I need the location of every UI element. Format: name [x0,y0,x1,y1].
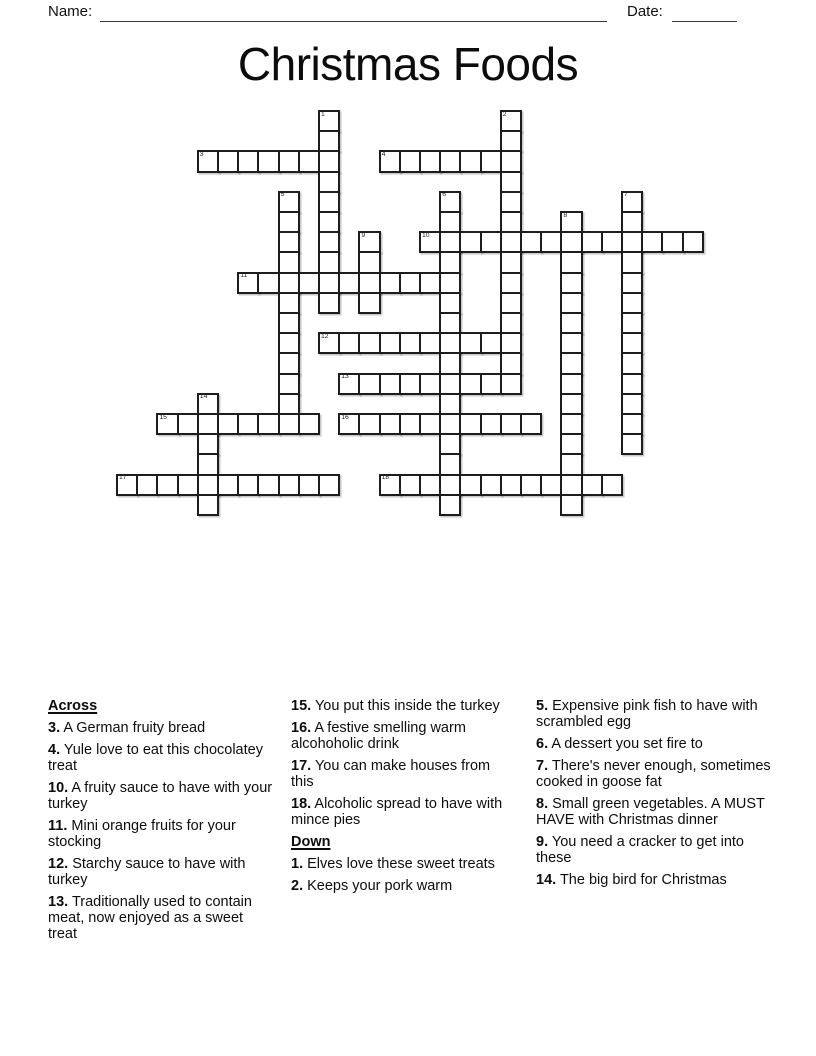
grid-cell[interactable] [177,413,199,435]
grid-cell[interactable] [197,494,219,516]
grid-cell[interactable] [197,453,219,475]
grid-cell[interactable] [661,231,683,253]
clue-item: 14. The big bird for Christmas [536,872,727,888]
grid-cell[interactable] [500,352,522,374]
grid-cell[interactable] [601,474,623,496]
clue-number: 9. [536,834,549,850]
grid-cell[interactable] [560,474,582,496]
grid-cell[interactable] [318,171,340,193]
grid-cell[interactable] [379,474,401,496]
grid-cell[interactable] [439,272,461,294]
clue-number: 14. [536,872,557,888]
clue-item: 4. Yule love to eat this chocolatey treat [48,742,263,774]
clue-item: 12. Starchy sauce to have with turkey [48,856,246,888]
grid-cell[interactable] [500,150,522,172]
grid-cell[interactable] [318,211,340,233]
grid-cell[interactable] [197,433,219,455]
grid-cell[interactable] [500,130,522,152]
grid-cell[interactable] [520,231,542,253]
grid-cell[interactable] [237,413,259,435]
grid-cell[interactable] [136,474,158,496]
grid-cell[interactable] [399,373,421,395]
grid-cell[interactable] [500,191,522,213]
grid-cell[interactable] [459,231,481,253]
grid-cell[interactable] [439,191,461,213]
grid-cell[interactable] [560,352,582,374]
grid-cell[interactable] [641,231,663,253]
grid-cell[interactable] [500,211,522,233]
grid-cell[interactable] [358,292,380,314]
clue-item: 9. You need a cracker to get into these [536,834,744,866]
grid-cell[interactable] [419,413,441,435]
grid-cell[interactable] [358,251,380,273]
grid-cell[interactable] [379,413,401,435]
date-label: Date: [627,3,663,20]
grid-cell[interactable] [480,373,502,395]
grid-cell-number: 13 [341,373,349,381]
grid-cell[interactable] [560,211,582,233]
grid-cell[interactable] [439,150,461,172]
grid-cell-number: 5 [280,191,285,199]
grid-cell-number: 10 [422,231,430,239]
grid-cell[interactable] [621,211,643,233]
grid-cell[interactable] [257,474,279,496]
grid-cell[interactable] [177,474,199,496]
grid-cell[interactable] [500,413,522,435]
clues-section-header: Down [291,834,331,850]
grid-cell[interactable] [439,373,461,395]
grid-cell[interactable] [419,332,441,354]
grid-cell[interactable] [560,292,582,314]
grid-cell[interactable] [621,231,643,253]
grid-cell[interactable] [500,231,522,253]
grid-cell[interactable] [298,272,320,294]
grid-cell[interactable] [278,272,300,294]
grid-cell-number: 9 [361,231,366,239]
grid-cell[interactable] [257,150,279,172]
grid-cell[interactable] [278,211,300,233]
grid-cell[interactable] [338,272,360,294]
grid-cell[interactable] [439,494,461,516]
grid-cell-number: 1 [321,110,325,118]
grid-cell[interactable] [399,474,421,496]
grid-cell[interactable] [500,171,522,193]
clues-column-3 [536,698,772,894]
grid-cell[interactable] [116,474,138,496]
grid-cell[interactable] [338,332,360,354]
grid-cell-number: 14 [199,393,208,401]
grid-cell[interactable] [520,413,542,435]
grid-cell[interactable] [278,191,300,213]
clue-number: 16. [291,720,312,736]
grid-cell[interactable] [237,150,259,172]
grid-cell-number: 7 [624,191,628,199]
clue-item: 6. A dessert you set fire to [536,736,703,752]
grid-cell[interactable] [581,474,603,496]
clue-number: 10. [48,780,69,796]
grid-cell[interactable] [156,413,178,435]
clue-item: 10. A fruity sauce to have with your turkey [48,780,273,812]
clue-item: 3. A German fruity bread [48,720,206,736]
clue-number: 3. [48,720,61,736]
clue-number: 4. [48,742,61,758]
grid-cell[interactable] [560,494,582,516]
grid-cell[interactable] [560,231,582,253]
grid-cell[interactable] [399,332,421,354]
grid-cell[interactable] [298,150,320,172]
grid-cell[interactable] [500,312,522,334]
grid-cell[interactable] [237,474,259,496]
grid-cell-number: 12 [321,332,329,340]
grid-cell[interactable] [540,231,562,253]
grid-cell[interactable] [278,474,300,496]
date-blank-line[interactable] [672,4,737,22]
grid-cell[interactable] [500,251,522,273]
grid-cell[interactable] [419,272,441,294]
clues-section-header: Across [48,698,98,714]
grid-cell[interactable] [480,231,502,253]
grid-cell[interactable] [278,292,300,314]
grid-cell[interactable] [318,474,340,496]
grid-cell-number: 6 [442,191,446,199]
grid-cell-number: 8 [563,211,568,219]
grid-cell[interactable] [500,272,522,294]
grid-cell-number: 16 [341,413,349,421]
grid-cell[interactable] [318,272,340,294]
grid-cell[interactable] [197,393,219,415]
grid-cell[interactable] [621,332,643,354]
grid-cell[interactable] [621,413,643,435]
grid-cell[interactable] [439,352,461,374]
grid-cell[interactable] [439,393,461,415]
grid-cell[interactable] [358,332,380,354]
clue-item: 18. Alcoholic spread to have with mince pies [291,796,503,828]
grid-cell[interactable] [560,453,582,475]
grid-cell[interactable] [278,393,300,415]
clue-number: 2. [291,878,304,894]
grid-cell[interactable] [399,413,421,435]
grid-cell[interactable] [500,332,522,354]
grid-cell[interactable] [318,231,340,253]
grid-cell-number: 11 [240,272,248,280]
clue-item: 5. Expensive pink fish to have with scrambled egg [536,698,758,730]
grid-cell[interactable] [500,110,522,132]
grid-cell[interactable] [560,251,582,273]
crossword-grid [116,110,706,518]
grid-cell-number: 4 [381,150,386,158]
clue-item: 2. Keeps your pork warm [291,878,453,894]
grid-cell[interactable] [399,272,421,294]
grid-cell[interactable] [217,474,239,496]
grid-cell[interactable] [338,413,360,435]
grid-cell[interactable] [379,150,401,172]
clue-number: 7. [536,758,549,774]
clue-number: 18. [291,796,312,812]
clue-item: 11. Mini orange fruits for your stocking [48,818,236,850]
grid-cell[interactable] [358,231,380,253]
grid-cell[interactable] [560,413,582,435]
grid-cell[interactable] [500,373,522,395]
worksheet-title: Christmas Foods [237,38,579,90]
grid-cell[interactable] [278,150,300,172]
grid-cell[interactable] [621,393,643,415]
clue-item: 16. A festive smelling warm alcohoholic drink [291,720,466,752]
grid-cell[interactable] [379,373,401,395]
grid-cell[interactable] [459,332,481,354]
clue-number: 5. [536,698,549,714]
grid-cell[interactable] [439,231,461,253]
grid-cell[interactable] [156,474,178,496]
clue-item: 1. Elves love these sweet treats [291,856,495,872]
grid-cell[interactable] [459,474,481,496]
grid-cell[interactable] [278,332,300,354]
grid-cell[interactable] [257,413,279,435]
clue-number: 12. [48,856,69,872]
grid-cell[interactable] [480,332,502,354]
grid-cell[interactable] [621,272,643,294]
grid-cell[interactable] [439,413,461,435]
grid-cell[interactable] [439,332,461,354]
grid-cell[interactable] [480,150,502,172]
clue-item: 17. You can make houses from this [291,758,491,790]
grid-cell[interactable] [419,231,441,253]
grid-cell[interactable] [439,474,461,496]
clue-number: 11. [48,818,68,834]
grid-cell[interactable] [399,150,421,172]
grid-cell[interactable] [439,453,461,475]
grid-cell[interactable] [520,474,542,496]
grid-cell[interactable] [318,110,340,132]
grid-cell[interactable] [318,191,340,213]
grid-cell[interactable] [379,332,401,354]
name-blank-line[interactable] [100,4,607,22]
grid-cell[interactable] [318,292,340,314]
grid-cell[interactable] [358,272,380,294]
grid-cell[interactable] [439,292,461,314]
clue-number: 13. [48,894,69,910]
grid-cell[interactable] [278,413,300,435]
clue-number: 1. [291,856,304,872]
grid-cell[interactable] [298,413,320,435]
grid-cell[interactable] [682,231,704,253]
grid-cell[interactable] [560,393,582,415]
clues-column-1 [48,698,274,948]
grid-cell[interactable] [621,191,643,213]
grid-cell[interactable] [278,231,300,253]
grid-cell[interactable] [318,251,340,273]
grid-cell[interactable] [581,231,603,253]
grid-cell[interactable] [621,251,643,273]
grid-cell-number: 15 [159,413,167,421]
grid-cell[interactable] [278,312,300,334]
grid-cell[interactable] [439,211,461,233]
grid-cell[interactable] [358,413,380,435]
grid-cell[interactable] [560,373,582,395]
grid-cell-number: 18 [381,474,390,482]
grid-cell[interactable] [419,474,441,496]
grid-cell-number: 17 [119,474,127,482]
grid-cell[interactable] [560,312,582,334]
grid-cell[interactable] [500,474,522,496]
grid-cell[interactable] [439,251,461,273]
grid-cell[interactable] [459,413,481,435]
grid-cell[interactable] [318,150,340,172]
grid-cell[interactable] [197,413,219,435]
grid-cell[interactable] [560,433,582,455]
clue-item: 7. There's never enough, sometimes cooked in goose fat [536,758,771,790]
grid-cell[interactable] [338,373,360,395]
grid-cell-number: 2 [502,110,507,118]
grid-cell[interactable] [459,150,481,172]
grid-cell[interactable] [237,272,259,294]
grid-cell-number: 3 [199,150,204,158]
grid-cell[interactable] [601,231,623,253]
grid-cell[interactable] [621,352,643,374]
clue-number: 15. [291,698,312,714]
grid-cell[interactable] [480,474,502,496]
grid-cell[interactable] [540,474,562,496]
grid-cell[interactable] [197,474,219,496]
grid-cell[interactable] [621,433,643,455]
grid-cell[interactable] [419,150,441,172]
clues-column-2 [291,698,504,900]
grid-cell[interactable] [459,373,481,395]
grid-cell[interactable] [217,150,239,172]
grid-cell[interactable] [358,373,380,395]
clue-item: 13. Traditionally used to contain meat, now enjoyed as a sweet treat [48,894,252,942]
name-label: Name: [48,3,93,20]
grid-cell[interactable] [197,150,219,172]
clue-number: 8. [536,796,549,812]
clue-number: 6. [536,736,549,752]
clue-number: 17. [291,758,312,774]
grid-cell[interactable] [217,413,239,435]
clue-item: 8. Small green vegetables. A MUST HAVE with Christmas dinner [536,796,765,828]
clue-item: 15. You put this inside the turkey [291,698,500,714]
grid-cell[interactable] [278,251,300,273]
grid-cell[interactable] [439,312,461,334]
grid-cell[interactable] [560,332,582,354]
grid-cell[interactable] [298,474,320,496]
grid-cell[interactable] [278,373,300,395]
grid-cell[interactable] [419,373,441,395]
grid-cell[interactable] [621,292,643,314]
grid-cell[interactable] [621,312,643,334]
grid-cell[interactable] [278,352,300,374]
grid-cell[interactable] [318,130,340,152]
grid-cell[interactable] [439,433,461,455]
grid-cell[interactable] [560,272,582,294]
grid-cell[interactable] [379,272,401,294]
grid-cell[interactable] [257,272,279,294]
grid-cell[interactable] [500,292,522,314]
grid-cell[interactable] [318,332,340,354]
grid-cell[interactable] [480,413,502,435]
grid-cell[interactable] [621,373,643,395]
